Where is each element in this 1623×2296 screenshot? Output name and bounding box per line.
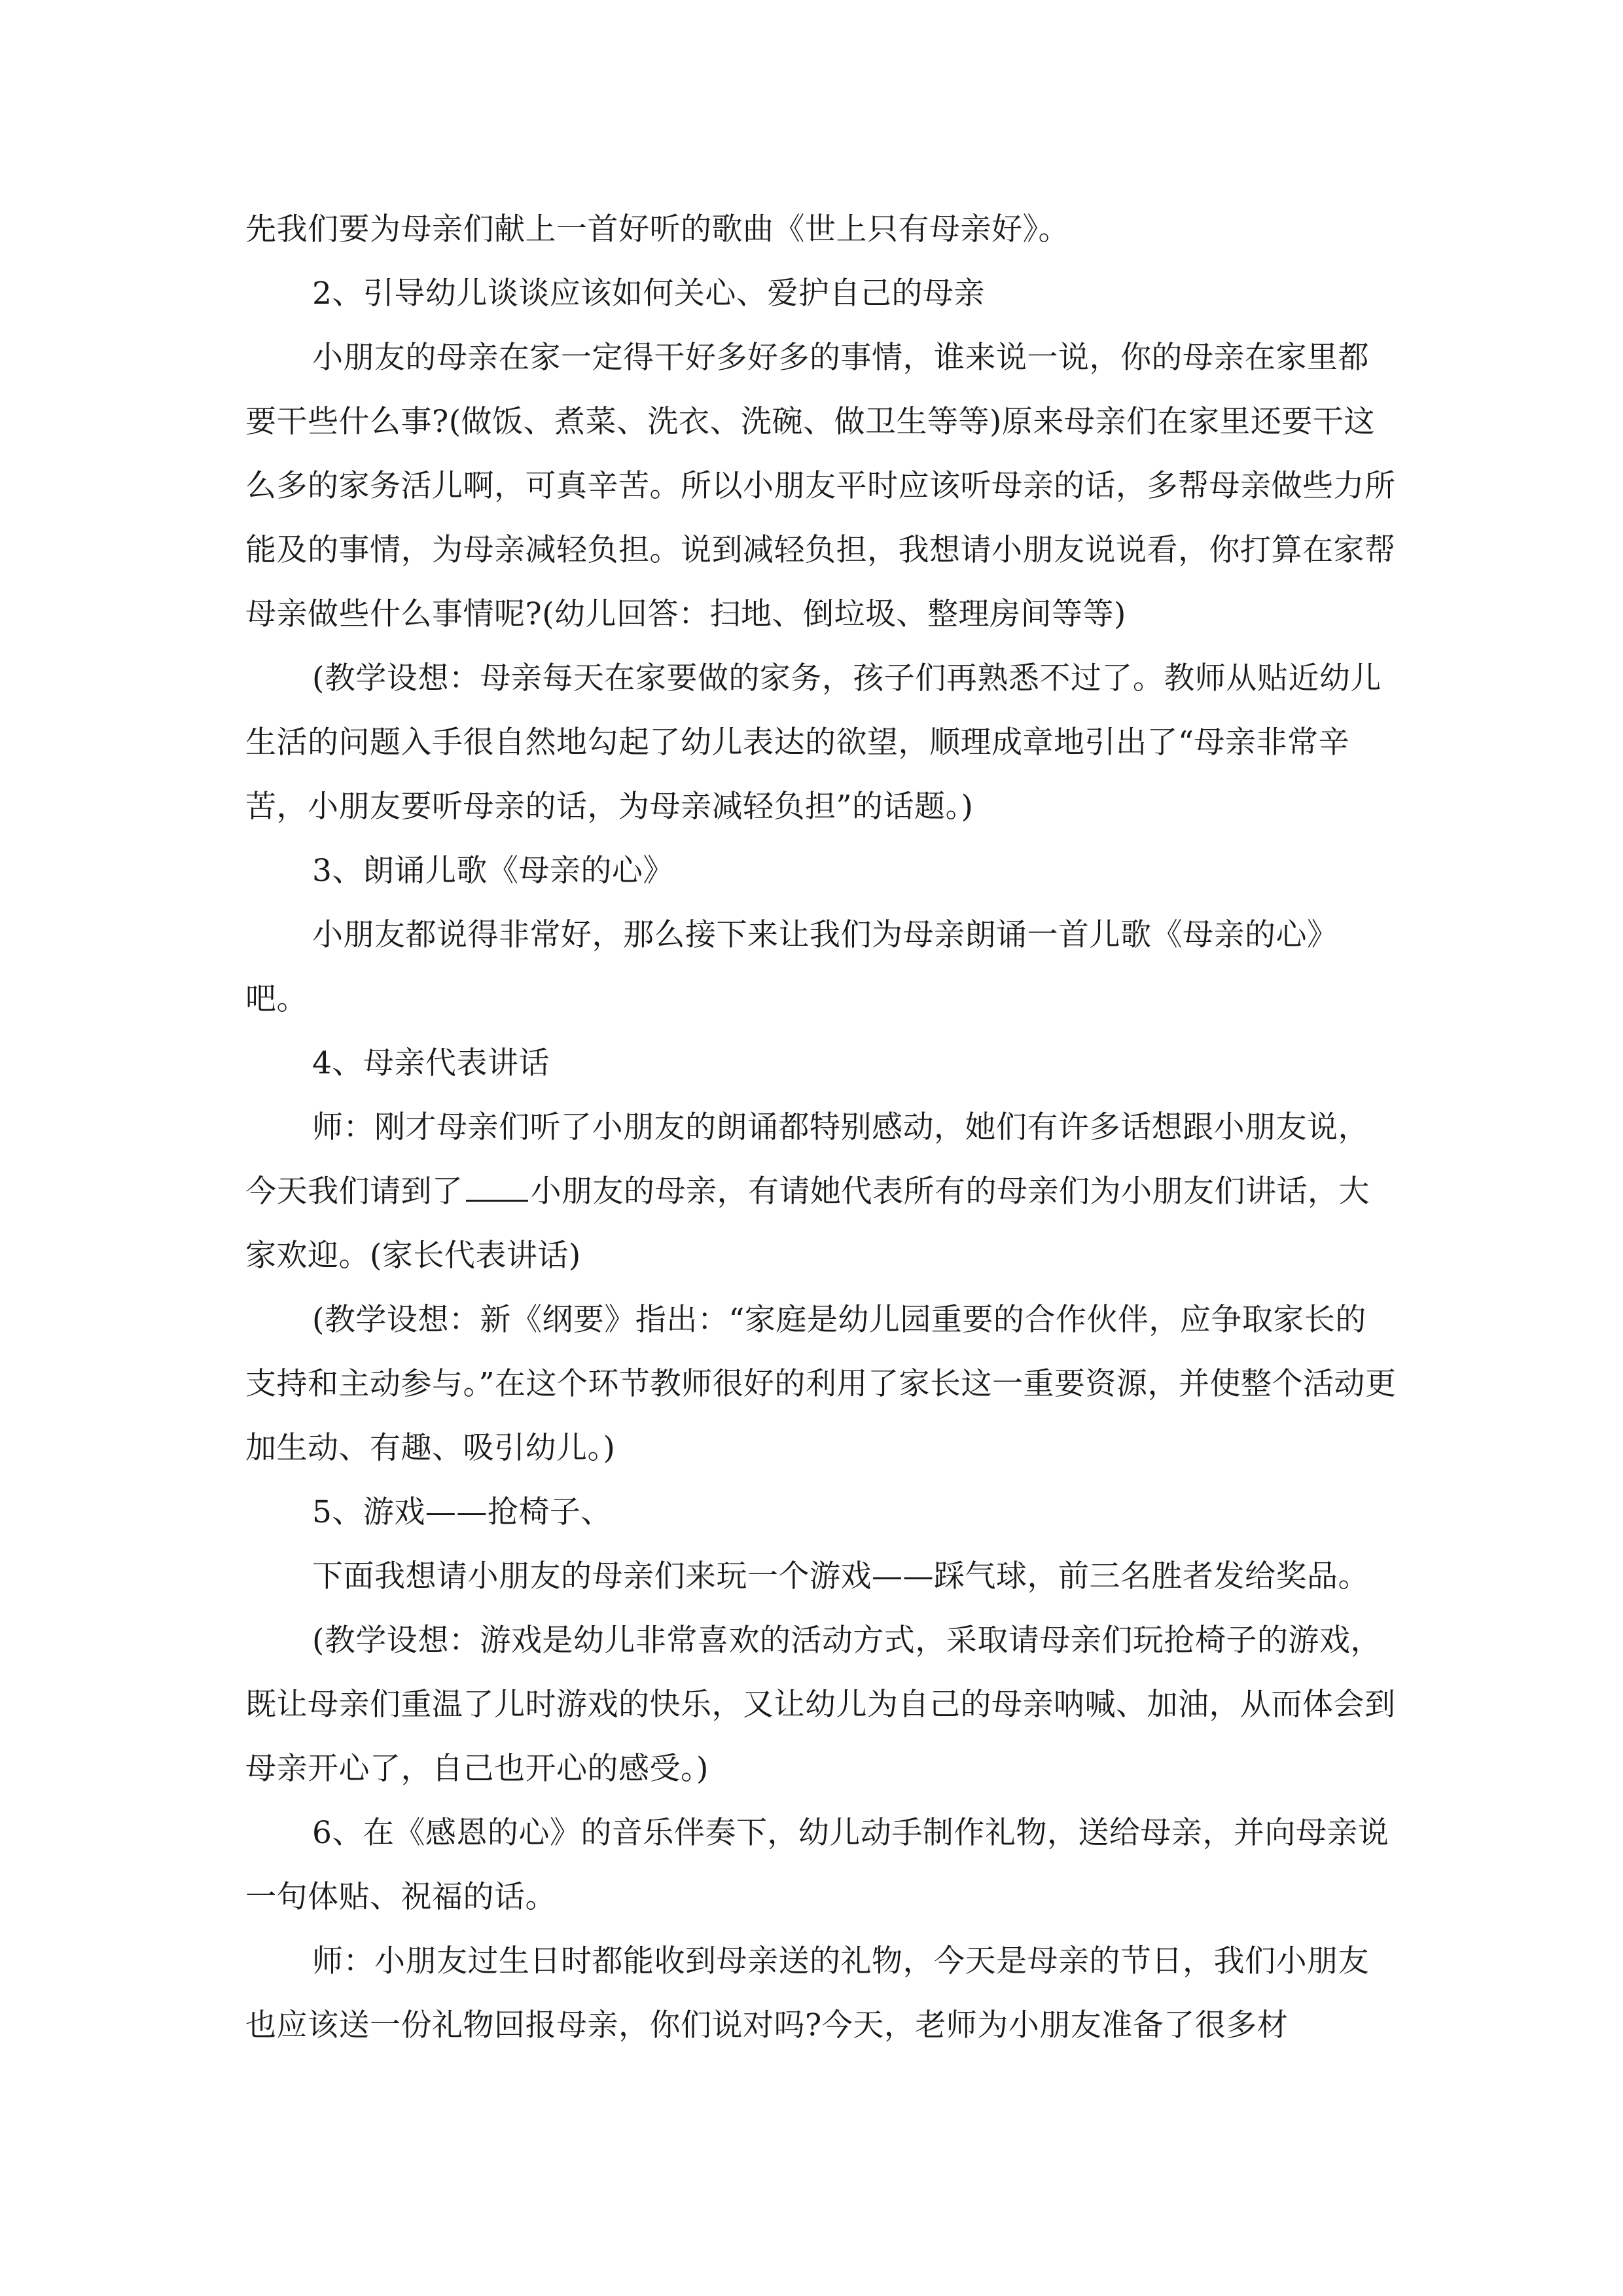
section-heading-4: 4、母亲代表讲话 (312, 1045, 550, 1081)
section-heading-3: 3、朗诵儿歌《母亲的心》 (312, 853, 674, 889)
paragraph-parent-speech (245, 1096, 1397, 1288)
paragraph-recitation: 小朋友都说得非常好，那么接下来让我们为母亲朗诵一首儿歌《母亲的心》吧。 (245, 917, 1338, 1017)
paragraph-gift: 师：小朋友过生日时都能收到母亲送的礼物，今天是母亲的节日，我们小朋友也应该送一份礼物回报母亲，你们说对吗?今天，老师为小朋友准备了很多材 (245, 1943, 1369, 2043)
teaching-note-2: (教学设想：新《纲要》指出：“家庭是幼儿园重要的合作伙伴，应争取家长的支持和主动参与。”在这个环节教师很好的利用了家长这一重要资源，并使整个活动更加生动、有趣、吸引幼儿。) (245, 1302, 1397, 1466)
teaching-note-3: (教学设想：游戏是幼儿非常喜欢的活动方式，采取请母亲们玩抢椅子的游戏，既让母亲们重温了儿时游戏的快乐，又让幼儿为自己的母亲呐喊、加油，从而体会到母亲开心了，自己也开心的感受。) (245, 1623, 1396, 1787)
paragraph-household-chores: 小朋友的母亲在家一定得干好多好多的事情，谁来说一说，你的母亲在家里都要干些什么事?(做饭、煮菜、洗衣、洗碗、做卫生等等)原来母亲们在家里还要干这么多的家务活儿啊，可真辛苦。所以小朋友平时应该听母亲的话，多帮母亲做些力所能及的事情，为母亲减轻负担。说到减轻负担，我想请小朋友说说看，你打算在家帮母亲做些什么事情呢?(幼儿回答：扫地、倒垃圾、整理房间等等) (245, 340, 1396, 632)
teaching-note-1: (教学设想：母亲每天在家要做的家务，孩子们再熟悉不过了。教师从贴近幼儿生活的问题入手很自然地勾起了幼儿表达的欲望，顺理成章地引出了“母亲非常辛苦，小朋友要听母亲的话，为母亲减轻负担”的话题。) (245, 660, 1382, 825)
paragraph-continuation: 先我们要为母亲们献上一首好听的歌曲《世上只有母亲好》。 (245, 211, 1069, 247)
paragraph-game: 下面我想请小朋友的母亲们来玩一个游戏——踩气球，前三名胜者发给奖品。 (312, 1558, 1369, 1594)
section-heading-5: 5、游戏——抢椅子、 (312, 1494, 612, 1530)
parent-speech-part-1: 师：刚才母亲们听了小朋友的朗诵都特别感动，她们有许多话想跟小朋友说，今天我们请到了 (245, 1109, 1369, 1210)
section-heading-2: 2、引导幼儿谈谈应该如何关心、爱护自己的母亲 (312, 276, 985, 312)
parent-speech-part-2: 小朋友的母亲，有请她代表所有的母亲们为小朋友们讲话，大家欢迎。(家长代表讲话) (245, 1174, 1370, 1274)
document-body (245, 198, 1397, 2058)
section-heading-6: 6、在《感恩的心》的音乐伴奏下，幼儿动手制作礼物，送给母亲，并向母亲说一句体贴、祝福的话。 (245, 1815, 1389, 1915)
fill-in-blank (466, 1174, 528, 1202)
